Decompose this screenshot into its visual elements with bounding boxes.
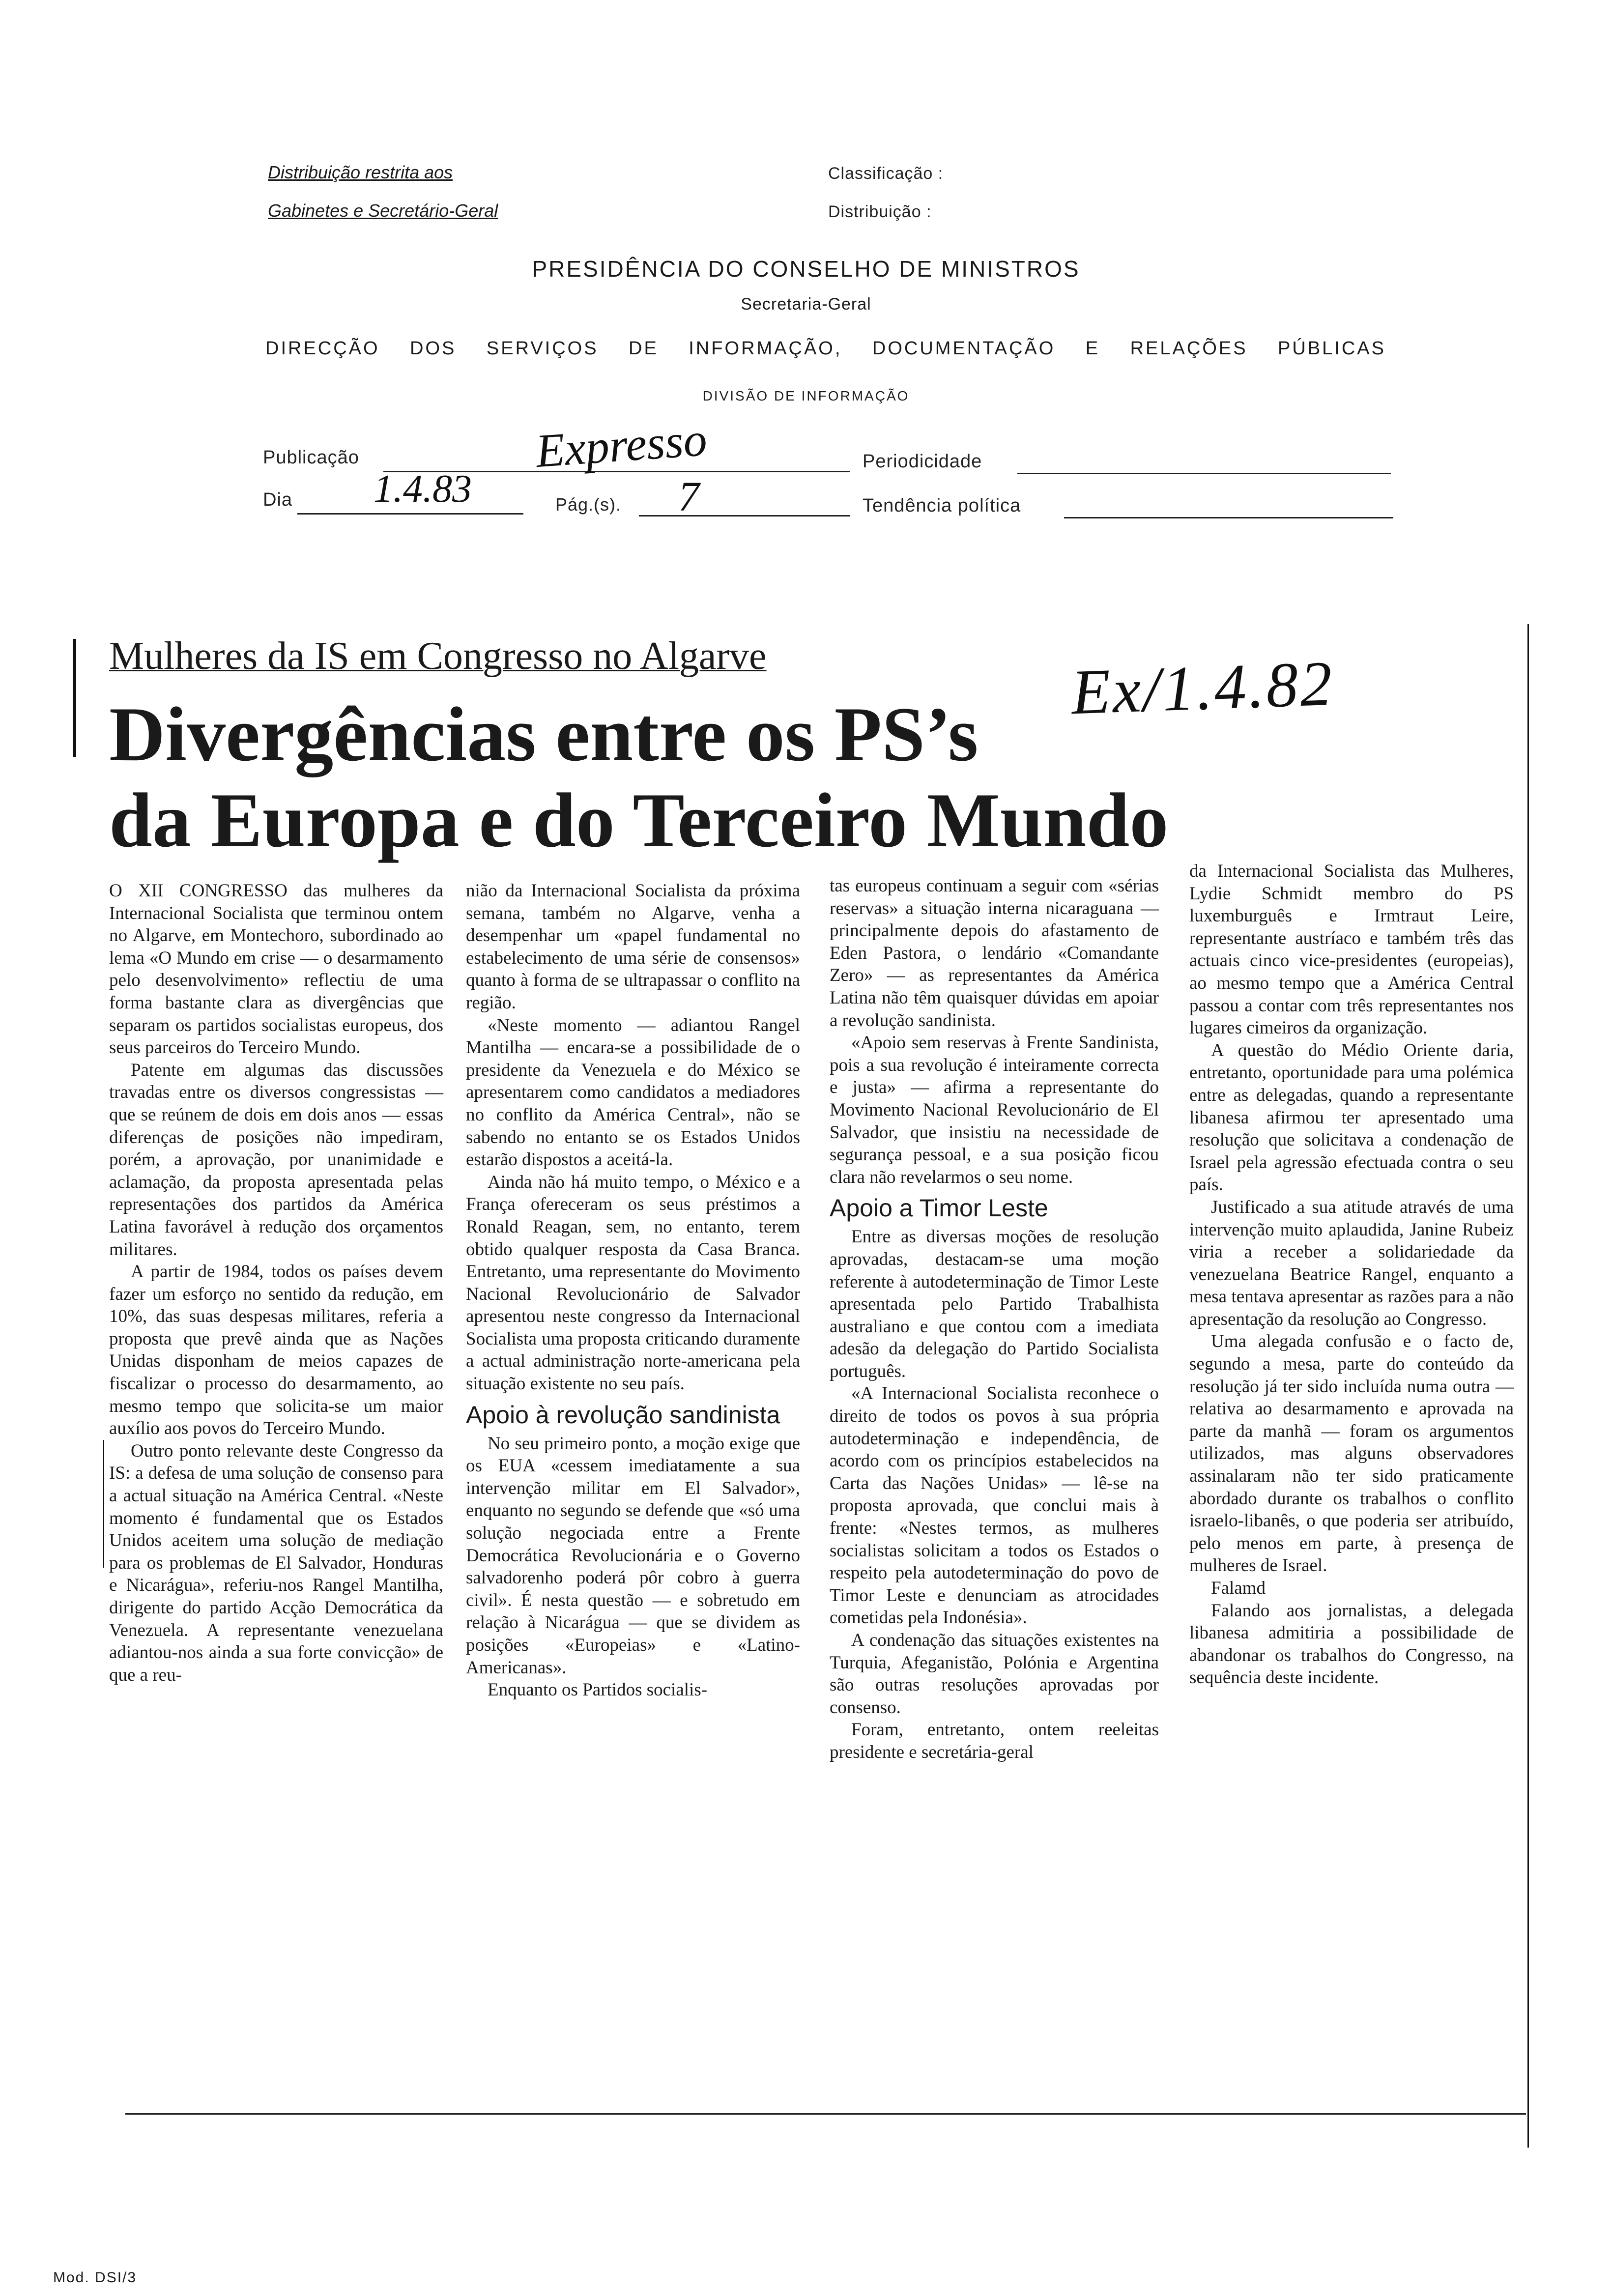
dia-line <box>297 513 523 515</box>
right-margin-rule <box>1527 624 1529 2148</box>
periodicidade-line <box>1017 473 1391 474</box>
periodicidade-label: Periodicidade <box>863 451 982 472</box>
col2-paragraph: «Neste momento — adiantou Rangel Mantilha — encara-se a possibilidade de o presidente da Venezuela e do México se apresentarem como candidatos a mediadores no conflito da América Central», não se sabendo no entanto se os Estados Unidos estarão dispostos a aceitá-la. <box>466 1015 800 1170</box>
col2-paragraph: Ainda não há muito tempo, o México e a França ofereceram os seus préstimos a Ronald Reagan, sem, no entanto, terem obtido qualquer resposta da Casa Branca. Entretanto, uma representante do Movimento Nacional Revolucionário de Salvador apresentou neste congresso da Internacional Socialista uma proposta criticando duramente a actual administração norte-americana pela situação existente no seu país. <box>466 1172 800 1394</box>
col4-paragraph: Falando aos jornalistas, a delegada libanesa admitiria a possibilidade de abandonar os trabalhos do Congresso, na sequência deste incidente. <box>1189 1600 1514 1688</box>
col3-paragraph: «A Internacional Socialista reconhece o direito de todos os povos à sua própria autodeterminação e independência, de acordo com os princípios estabelecidos na Carta das Nações Unidas» — lê-se na proposta aprovada, que conclui mais à frente: «Nestes termos, as mulheres socialistas solicitam a todos os Estados o respeito pela autodeterminação do povo de Timor Leste e denunciam as atrocidades cometidas pela Indonésia». <box>830 1383 1159 1628</box>
article-bottom-rule <box>125 2113 1526 2115</box>
article-column-4 <box>1189 860 1514 1689</box>
left-margin-rule <box>73 639 76 757</box>
model-code: Mod. DSI/3 <box>53 2269 137 2286</box>
dia-label: Dia <box>263 489 293 510</box>
dia-value: 1.4.83 <box>374 467 472 511</box>
col4-paragraph: A questão do Médio Oriente daria, entretanto, oportunidade para uma polémica entre as delegadas, quando a representante libanesa afirmou ter apresentado uma resolução que solicitava a condenação de Israel pela agressão efectuada contra o seu país. <box>1189 1040 1514 1195</box>
distribuicao-label: Distribuição : <box>828 202 932 221</box>
pag-value: 7 <box>678 473 699 520</box>
col3-paragraph: Foram, entretanto, ontem reeleitas presidente e secretária-geral <box>830 1720 1159 1762</box>
col4-paragraph: Justificado a sua atitude através de uma intervenção muito aplaudida, Janine Rubeiz viria a receber a solidariedade da venezuelana Beatrice Rangel, enquanto a mesa tentava apresentar as razões para a não apresentação da resolução ao Congresso. <box>1189 1197 1514 1329</box>
col2-paragraph: Enquanto os Partidos socialis- <box>488 1680 708 1700</box>
col1-paragraph: O XII CONGRESSO das mulheres da Internacional Socialista que terminou ontem no Algarve, em Montechoro, subordinado ao lema «O Mundo em crise — o desarmamento pelo desenvolvimento» reflectiu de uma forma bastante clara as divergências que separam os partidos socialistas europeus, dos seus parceiros do Terceiro Mundo. <box>109 881 443 1058</box>
col1-paragraph: A partir de 1984, todos os países devem fazer um esforço no sentido da redução, em 10%, das suas despesas militares, referia a proposta que prevê ainda que as Nações Unidas disponham de meios capazes de fiscalizar o processo do desarmamento, ao mesmo tempo que solicita-se um maior auxílio aos povos do Terceiro Mundo. <box>109 1262 443 1439</box>
col3-paragraph: Entre as diversas moções de resolução aprovadas, destacam-se uma moção referente à autodeterminação de Timor Leste apresentada pelo Partido Trabalhista australiano e que contou com a imediata adesão da delegação do Partido Socialista português. <box>830 1227 1159 1381</box>
tendencia-label: Tendência política <box>863 495 1021 516</box>
col4-paragraph: Uma alegada confusão e o facto de, segundo a mesa, parte do conteúdo da resolução já ter sido incluída numa outra — relativa ao desarmamento e aprovada na parte da manhã — foram os argumentos utilizados, mas alguns observadores assinalaram não ter sido praticamente abordado durante os trabalhos o conflito israelo-libanês, o que poderia ser atribuído, pelo menos em parte, à presença de mulheres de Israel. <box>1189 1331 1514 1576</box>
distribution-line-1: Distribuição restrita aos <box>268 162 453 182</box>
col4-paragraph: da Internacional Socialista das Mulheres, Lydie Schmidt membro do PS luxemburguês e Irmtraut Leire, representante austríaco e também três das actuais cinco vice-presidentes (europeias), ao mesmo tempo que a América Central passou a contar com três representantes nos lugares cimeiros da organização. <box>1189 861 1514 1038</box>
col3-paragraph: tas europeus continuam a seguir com «sérias reservas» a situação interna nicaraguana — principalmente depois do afastamento de Eden Pastora, o lendário «Comandante Zero» — as representantes da América Latina não têm quaisquer dúvidas em apoiar a revolução sandinista. <box>830 876 1159 1031</box>
col1-paragraph: Outro ponto relevante deste Congresso da IS: a defesa de uma solução de consenso para a actual situação na América Central. «Neste momento é fundamental que os Estados Unidos aceitem uma solução de mediação para os problemas de El Salvador, Honduras e Nicarágua», referiu-nos Rangel Mantilha, dirigente do partido Acção Democrática da Venezuela. A representante venezuelana adiantou-nos ainda a sua forte convicção» de que a reu- <box>109 1440 443 1685</box>
presidency-heading: PRESIDÊNCIA DO CONSELHO DE MINISTROS <box>532 256 1080 282</box>
left-lower-rule <box>103 1440 104 1568</box>
division-heading: DIVISÃO DE INFORMAÇÃO <box>702 388 910 403</box>
article-column-2 <box>466 880 800 1701</box>
publicacao-value: Expresso <box>534 412 709 478</box>
publicacao-label: Publicação <box>263 447 359 468</box>
pag-line <box>639 515 850 517</box>
col4-paragraph: Falamd <box>1211 1578 1266 1598</box>
article-title-line-2: da Europa e do Terceiro Mundo <box>109 777 1169 863</box>
col2-paragraph: nião da Internacional Socialista da próxima semana, também no Algarve, venha a desempenhar um «papel fundamental no estabelecimento de uma série de consensos» quanto à forma de se ultrapassar o conflito na região. <box>466 881 800 1013</box>
distribution-line-2: Gabinetes e Secretário-Geral <box>268 201 498 221</box>
article-column-1 <box>109 880 443 1686</box>
directorate-heading: DIRECÇÃO DOS SERVIÇOS DE INFORMAÇÃO, DOCUMENTAÇÃO E RELAÇÕES PÚBLICAS <box>265 338 1386 359</box>
article-kicker: Mulheres da IS em Congresso no Algarve <box>109 634 767 678</box>
tendencia-line <box>1064 517 1393 518</box>
classificacao-label: Classificação : <box>828 164 944 183</box>
col3-paragraph: A condenação das situações existentes na Turquia, Afeganistão, Polónia e Argentina são outras resoluções aprovadas por consenso. <box>830 1630 1159 1718</box>
subhead-apoio-timor: Apoio a Timor Leste <box>830 1194 1048 1222</box>
secretariat-heading: Secretaria-Geral <box>741 295 871 314</box>
article-column-3 <box>830 875 1159 1764</box>
col3-paragraph: «Apoio sem reservas à Frente Sandinista, pois a sua revolução é inteiramente correcta e justa» — afirma a representante do Movimento Nacional Revolucionário de El Salvador, que insistiu na necessidade de segurança pessoal, e a sua posição ficou clara não revelarmos o seu nome. <box>830 1033 1159 1187</box>
article-title-line-1: Divergências entre os PS’s <box>109 691 979 777</box>
subhead-apoio-revolucao: Apoio à revolução sandinista <box>466 1401 780 1429</box>
handwritten-note: Ex/1.4.82 <box>1070 648 1335 728</box>
pag-label: Pág.(s). <box>555 494 622 515</box>
col2-paragraph: No seu primeiro ponto, a moção exige que os EUA «cessem imediatamente a sua intervenção militar em El Salvador», enquanto no segundo se defende que «só uma solução negociada entre a Frente Democrática Revolucionária e o Governo salvadorenho poderá pôr cobro à guerra civil». É nesta questão — e sobretudo em relação à Nicarágua — que se dividem as posições «Europeias» e «Latino-Americanas». <box>466 1433 800 1678</box>
col1-paragraph: Patente em algumas das discussões travadas entre os diversos congressistas — que se reúnem de dois em dois anos — essas diferenças de posições não impediram, porém, a aprovação, por unanimidade e aclamação, da proposta apresentada pelas representações dos partidos da América Latina favorável à redução dos orçamentos militares. <box>109 1060 443 1260</box>
